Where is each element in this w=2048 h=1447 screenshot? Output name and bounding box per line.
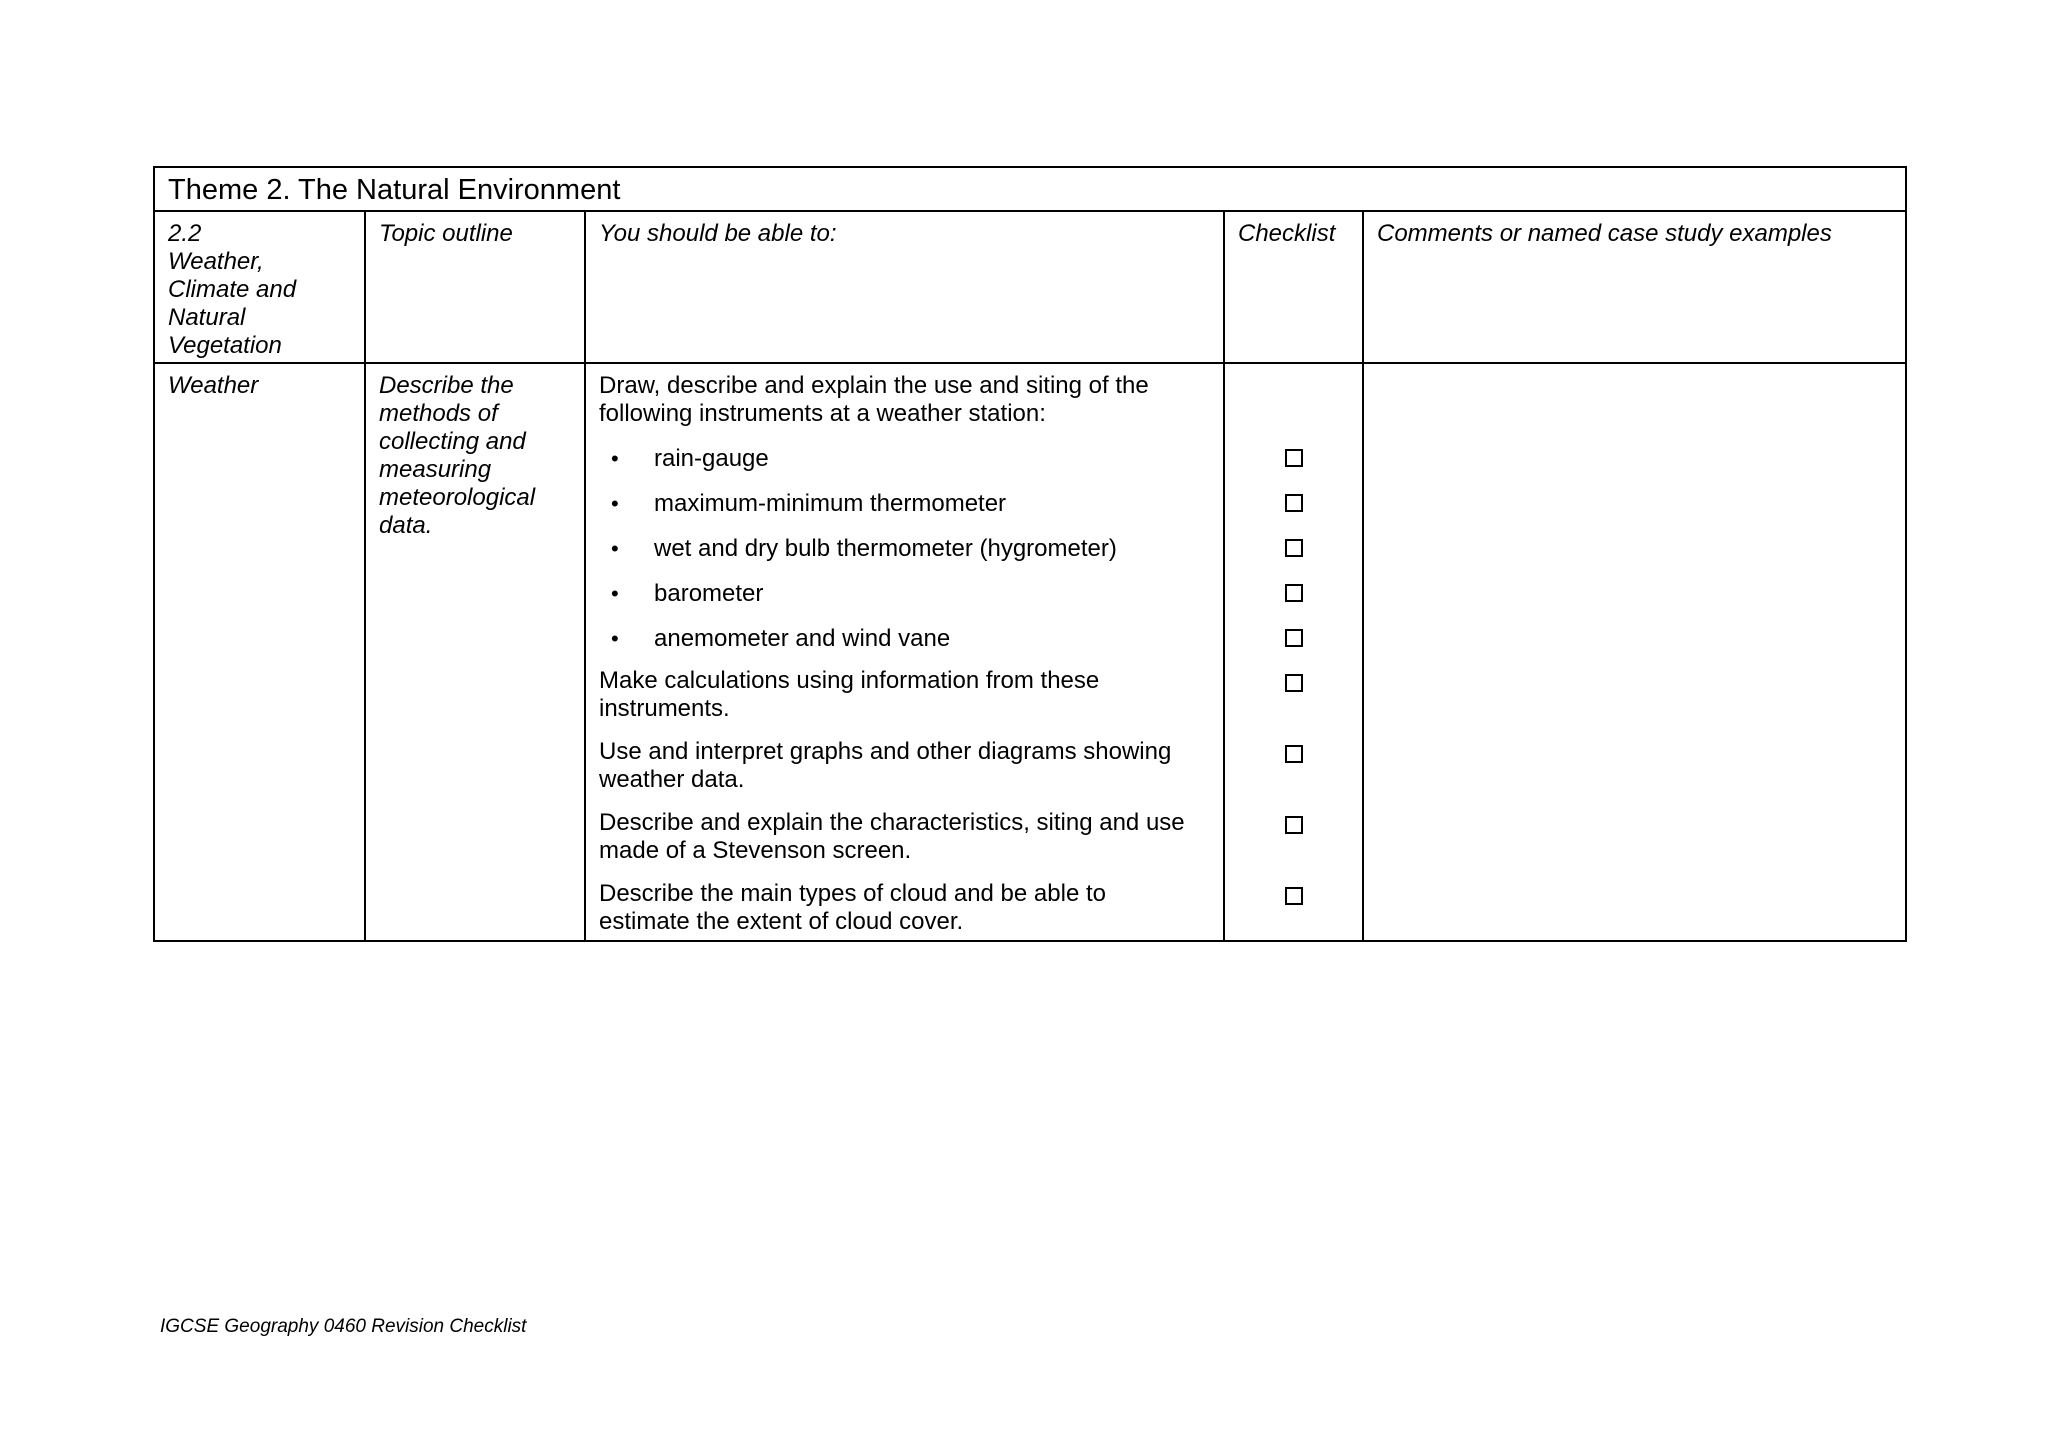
objective-paragraph [599,738,1210,809]
paragraph-line: made of a Stevenson screen. [599,837,912,864]
bullet-icon: • [611,446,619,471]
bullet-text: barometer [654,580,764,607]
bullet-item [599,580,1210,625]
bullet-icon: • [611,491,619,516]
objective-paragraph [599,809,1210,880]
checkbox-icon[interactable] [1285,539,1303,557]
checkbox-icon[interactable] [1285,674,1303,692]
theme-title: Theme 2. The Natural Environment [154,167,1906,211]
bullet-item [599,625,1210,667]
bullet-icon: • [611,581,619,606]
topic-outline-cell [365,363,585,941]
header-row [154,211,1906,363]
bullet-text: maximum-minimum thermometer [654,490,1007,517]
bullet-icon: • [611,626,619,651]
bullet-text: anemometer and wind vane [654,625,951,652]
paragraph-line: estimate the extent of cloud cover. [599,908,964,935]
bullet-item [599,490,1210,535]
checkbox-icon[interactable] [1285,584,1303,602]
outline-line: measuring [379,456,492,483]
intro-line: Draw, describe and explain the use and siting of the [599,372,1149,399]
revision-checklist-table [153,166,1907,942]
bullet-icon: • [611,536,619,561]
paragraph-line: instruments. [599,695,730,722]
paragraph-line: Use and interpret graphs and other diagrams showing [599,738,1172,765]
outline-line: methods of [379,400,498,427]
bullet-text: rain-gauge [654,445,769,472]
paragraph-line: weather data. [599,766,745,793]
section-header-line: 2.2 [168,220,202,247]
objective-paragraph [599,880,1210,938]
checklist-header: Checklist [1224,211,1363,363]
section-header-line: Climate and [168,276,297,303]
paragraph-line: Describe and explain the characteristics, siting and use [599,809,1185,836]
checkbox-icon[interactable] [1285,816,1303,834]
section-header [154,211,365,363]
outline-line: collecting and [379,428,526,455]
objectives-cell [585,363,1224,941]
section-header-line: Vegetation [168,332,282,359]
checkbox-icon[interactable] [1285,629,1303,647]
section-header-line: Weather, [168,248,264,275]
paragraph-line: Describe the main types of cloud and be able to [599,880,1106,907]
page-footer: IGCSE Geography 0460 Revision Checklist [160,1316,527,1337]
outline-line: Describe the [379,372,514,399]
able-to-header: You should be able to: [585,211,1224,363]
checkbox-icon[interactable] [1285,887,1303,905]
checkbox-icon[interactable] [1285,494,1303,512]
outline-line: data. [379,512,433,539]
bullet-item [599,535,1210,580]
checkbox-icon[interactable] [1285,449,1303,467]
bullet-text: wet and dry bulb thermometer (hygrometer) [654,535,1117,562]
section-header-line: Natural [168,304,246,331]
outline-line: meteorological [379,484,536,511]
subtopic-cell: Weather [154,363,365,941]
paragraph-line: Make calculations using information from these [599,667,1100,694]
checklist-cell [1224,363,1363,941]
weather-row [154,363,1906,941]
intro-line: following instruments at a weather station: [599,400,1046,427]
bullet-item [599,445,1210,490]
objective-paragraph [599,667,1210,738]
checkbox-icon[interactable] [1285,745,1303,763]
comments-cell[interactable] [1363,363,1906,941]
topic-outline-header: Topic outline [365,211,585,363]
intro-paragraph [599,372,1210,445]
comments-header: Comments or named case study examples [1363,211,1906,363]
